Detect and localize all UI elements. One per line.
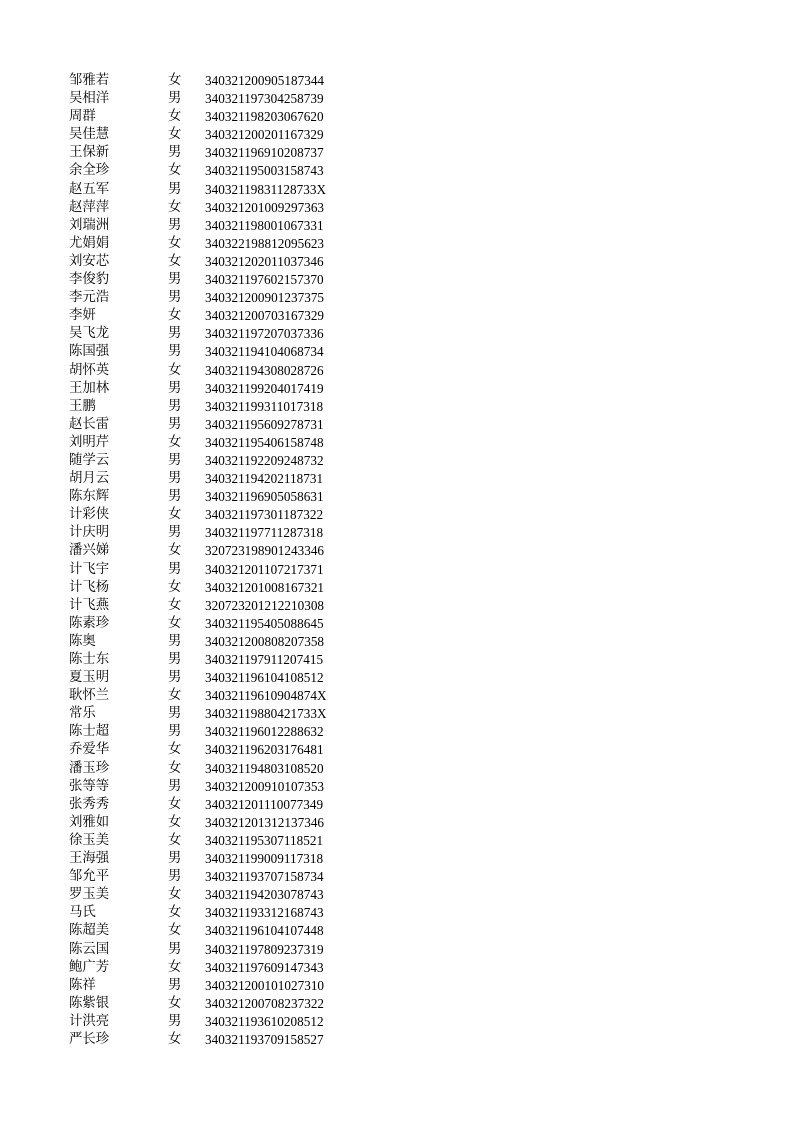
id-number: 340321201110077349 [205, 796, 324, 812]
person-name: 胡怀英 [69, 362, 110, 378]
table-row [0, 959, 793, 977]
person-name: 陈云国 [69, 941, 110, 957]
id-number: 340321197207037336 [205, 326, 324, 342]
table-row [0, 760, 793, 778]
table-row [0, 941, 793, 959]
table-row [0, 325, 793, 343]
id-number: 340321194308028726 [205, 362, 324, 378]
person-name: 吴飞龙 [69, 326, 110, 342]
id-number: 340321200101027310 [205, 977, 325, 993]
id-number: 340321196012288632 [205, 724, 324, 740]
table-row [0, 144, 793, 162]
person-name: 计彩侠 [69, 507, 110, 523]
id-number: 340322198812095623 [205, 235, 325, 251]
table-row [0, 506, 793, 524]
id-number: 340321200708237322 [205, 995, 325, 1011]
table-row [0, 362, 793, 380]
table-row [0, 72, 793, 90]
id-number: 340321200905187344 [205, 73, 325, 88]
person-gender: 女 [168, 73, 182, 88]
person-gender: 女 [168, 308, 182, 324]
table-row [0, 380, 793, 398]
person-gender: 男 [168, 91, 182, 107]
id-number: 320723201212210308 [205, 597, 325, 613]
person-name: 赵五军 [69, 181, 110, 197]
person-name: 计飞杨 [69, 579, 110, 595]
person-gender: 女 [168, 199, 182, 215]
person-gender: 女 [168, 235, 182, 251]
id-number: 34032119880421733X [205, 706, 327, 722]
table-row [0, 271, 793, 289]
person-gender: 女 [168, 109, 182, 125]
id-number: 340321195003158743 [205, 163, 324, 179]
table-row [0, 253, 793, 271]
id-number: 340321193312168743 [205, 905, 324, 921]
person-name: 李妍 [69, 308, 96, 324]
person-name: 王海强 [69, 851, 110, 867]
person-gender: 女 [168, 995, 182, 1011]
id-number: 340321192209248732 [205, 452, 324, 468]
id-number: 340321196905058631 [205, 489, 324, 505]
person-gender: 女 [168, 127, 182, 143]
id-number: 340321197609147343 [205, 959, 324, 975]
person-gender: 男 [168, 724, 182, 740]
person-gender: 女 [168, 760, 182, 776]
person-name: 陈士超 [69, 724, 110, 740]
person-name: 计飞宇 [69, 561, 110, 577]
table-row [0, 832, 793, 850]
person-gender: 男 [168, 851, 182, 867]
person-gender: 男 [168, 452, 182, 468]
person-name: 徐玉美 [69, 832, 110, 848]
id-number: 320723198901243346 [205, 543, 325, 559]
table-row [0, 561, 793, 579]
table-row [0, 452, 793, 470]
person-gender: 男 [168, 145, 182, 161]
table-row [0, 687, 793, 705]
person-gender: 女 [168, 434, 182, 450]
id-number: 340321198203067620 [205, 109, 324, 125]
person-gender: 女 [168, 362, 182, 378]
person-name: 刘安芯 [69, 253, 110, 269]
person-name: 王加林 [69, 380, 110, 396]
person-name: 张等等 [69, 778, 110, 794]
person-gender: 女 [168, 959, 182, 975]
id-number: 340321200703167329 [205, 308, 325, 324]
id-number: 340321197809237319 [205, 941, 324, 957]
person-name: 严长珍 [69, 1031, 110, 1047]
person-gender: 女 [168, 163, 182, 179]
table-row [0, 995, 793, 1013]
table-row [0, 90, 793, 108]
id-number: 340321195405088645 [205, 615, 324, 631]
id-number: 340321195406158748 [205, 434, 324, 450]
person-gender: 女 [168, 615, 182, 631]
person-name: 计飞燕 [69, 597, 110, 613]
id-number: 340321201107217371 [205, 561, 324, 577]
id-number: 340321193610208512 [205, 1013, 324, 1029]
person-name: 尤娟娟 [69, 235, 110, 251]
person-gender: 女 [168, 507, 182, 523]
person-name: 陈素珍 [69, 615, 110, 631]
table-row [0, 669, 793, 687]
id-number: 340321196104108512 [205, 670, 324, 686]
id-number: 340321193707158734 [205, 869, 324, 885]
person-gender: 男 [168, 344, 182, 360]
table-row [0, 977, 793, 995]
person-gender: 女 [168, 923, 182, 939]
person-gender: 男 [168, 290, 182, 306]
person-name: 李俊豹 [69, 272, 110, 288]
table-row [0, 126, 793, 144]
person-name: 计洪亮 [69, 1013, 110, 1029]
person-name: 李元浩 [69, 290, 110, 306]
table-row [0, 343, 793, 361]
table-row [0, 886, 793, 904]
person-name: 赵长雷 [69, 416, 110, 432]
person-name: 罗玉美 [69, 887, 110, 903]
person-gender: 男 [168, 670, 182, 686]
person-gender: 男 [168, 633, 182, 649]
id-number: 340321194803108520 [205, 760, 324, 776]
id-number: 340321201312137346 [205, 814, 325, 830]
person-name: 吴相洋 [69, 91, 110, 107]
person-gender: 女 [168, 688, 182, 704]
person-gender: 女 [168, 543, 182, 559]
table-row [0, 289, 793, 307]
table-row [0, 162, 793, 180]
person-name: 陈紫银 [69, 995, 110, 1011]
id-number: 340321196104107448 [205, 923, 324, 939]
person-gender: 女 [168, 253, 182, 269]
person-name: 随学云 [69, 452, 110, 468]
table-row [0, 434, 793, 452]
id-number: 340321197711287318 [205, 525, 324, 541]
person-gender: 女 [168, 579, 182, 595]
id-number: 340321196203176481 [205, 742, 324, 758]
id-number: 340321197911207415 [205, 652, 324, 667]
id-number: 340321195609278731 [205, 416, 324, 432]
table-row [0, 307, 793, 325]
person-name: 陈祥 [69, 977, 96, 993]
person-name: 赵萍萍 [69, 199, 110, 215]
id-number: 340321199009117318 [205, 851, 324, 867]
id-number: 340321197602157370 [205, 272, 324, 288]
person-name: 马氏 [69, 905, 96, 921]
table-row [0, 398, 793, 416]
person-name: 刘雅如 [69, 814, 110, 830]
person-gender: 男 [168, 652, 182, 667]
person-gender: 男 [168, 869, 182, 885]
person-gender: 男 [168, 706, 182, 722]
id-number: 340321196910208737 [205, 145, 324, 161]
person-name: 陈超美 [69, 923, 110, 939]
table-row [0, 723, 793, 741]
person-gender: 女 [168, 796, 182, 812]
table-row [0, 1013, 793, 1031]
id-number: 34032119831128733X [205, 181, 326, 197]
id-number: 340321200808207358 [205, 633, 325, 649]
table-row [0, 524, 793, 542]
table-row [0, 217, 793, 235]
person-gender: 女 [168, 1031, 182, 1047]
person-gender: 女 [168, 887, 182, 903]
person-name: 陈东辉 [69, 489, 110, 505]
id-number: 340321200901237375 [205, 290, 325, 306]
id-number: 340321201008167321 [205, 579, 325, 595]
person-gender: 女 [168, 832, 182, 848]
person-gender: 男 [168, 471, 182, 487]
id-number: 340321193709158527 [205, 1031, 324, 1047]
id-number: 340321199311017318 [205, 398, 324, 414]
person-name: 周群 [69, 109, 96, 125]
id-number: 340321200910107353 [205, 778, 325, 794]
person-gender: 男 [168, 489, 182, 505]
table-row [0, 416, 793, 434]
person-name: 刘瑞洲 [69, 217, 110, 233]
table-row [0, 488, 793, 506]
person-name: 耿怀兰 [69, 688, 110, 704]
table-row [0, 181, 793, 199]
table-row [0, 470, 793, 488]
person-gender: 男 [168, 380, 182, 396]
person-name: 陈士东 [69, 652, 110, 667]
table-row [0, 850, 793, 868]
id-number: 340321194202118731 [205, 471, 324, 487]
id-number: 340321198001067331 [205, 217, 324, 233]
table-row [0, 705, 793, 723]
id-number: 340321194104068734 [205, 344, 324, 360]
table-row [0, 235, 793, 253]
table-row [0, 778, 793, 796]
id-number: 340321197304258739 [205, 91, 324, 107]
person-gender: 男 [168, 525, 182, 541]
id-number: 340321197301187322 [205, 507, 324, 523]
person-gender: 男 [168, 217, 182, 233]
table-row [0, 633, 793, 651]
person-name: 刘明芹 [69, 434, 110, 450]
table-row [0, 615, 793, 633]
person-gender: 男 [168, 561, 182, 577]
table-row [0, 108, 793, 126]
person-name: 王保新 [69, 145, 110, 161]
id-number: 340321194203078743 [205, 887, 324, 903]
table-row [0, 579, 793, 597]
roster-table [0, 72, 793, 1049]
person-name: 余全珍 [69, 163, 110, 179]
person-name: 夏玉明 [69, 670, 110, 686]
person-name: 常乐 [69, 706, 96, 722]
person-gender: 男 [168, 181, 182, 197]
person-gender: 男 [168, 416, 182, 432]
person-name: 乔爱华 [69, 742, 110, 758]
person-name: 邹允平 [69, 869, 110, 885]
person-name: 邹雅若 [69, 73, 110, 88]
person-name: 吴佳慧 [69, 127, 110, 143]
person-gender: 女 [168, 814, 182, 830]
table-row [0, 796, 793, 814]
id-number: 34032119610904874X [205, 688, 327, 704]
person-gender: 男 [168, 977, 182, 993]
table-row [0, 868, 793, 886]
person-gender: 男 [168, 941, 182, 957]
id-number: 340321195307118521 [205, 832, 324, 848]
table-row [0, 904, 793, 922]
id-number: 340321201009297363 [205, 199, 325, 215]
person-name: 鲍广芳 [69, 959, 110, 975]
person-gender: 女 [168, 905, 182, 921]
table-row [0, 542, 793, 560]
person-gender: 男 [168, 778, 182, 794]
person-name: 潘玉珍 [69, 760, 110, 776]
person-gender: 男 [168, 272, 182, 288]
id-number: 340321200201167329 [205, 127, 324, 143]
person-gender: 男 [168, 398, 182, 414]
table-row [0, 651, 793, 669]
table-row [0, 741, 793, 759]
person-name: 潘兴娣 [69, 543, 110, 559]
person-name: 胡月云 [69, 471, 110, 487]
person-name: 王鹏 [69, 398, 96, 414]
table-row [0, 922, 793, 940]
table-row [0, 199, 793, 217]
person-name: 陈国强 [69, 344, 110, 360]
person-gender: 男 [168, 1013, 182, 1029]
table-row [0, 1031, 793, 1049]
person-name: 陈奥 [69, 633, 96, 649]
table-row [0, 597, 793, 615]
person-gender: 女 [168, 597, 182, 613]
person-gender: 男 [168, 326, 182, 342]
person-name: 计庆明 [69, 525, 110, 541]
table-row [0, 814, 793, 832]
id-number: 340321202011037346 [205, 253, 324, 269]
person-gender: 女 [168, 742, 182, 758]
person-name: 张秀秀 [69, 796, 110, 812]
id-number: 340321199204017419 [205, 380, 324, 396]
